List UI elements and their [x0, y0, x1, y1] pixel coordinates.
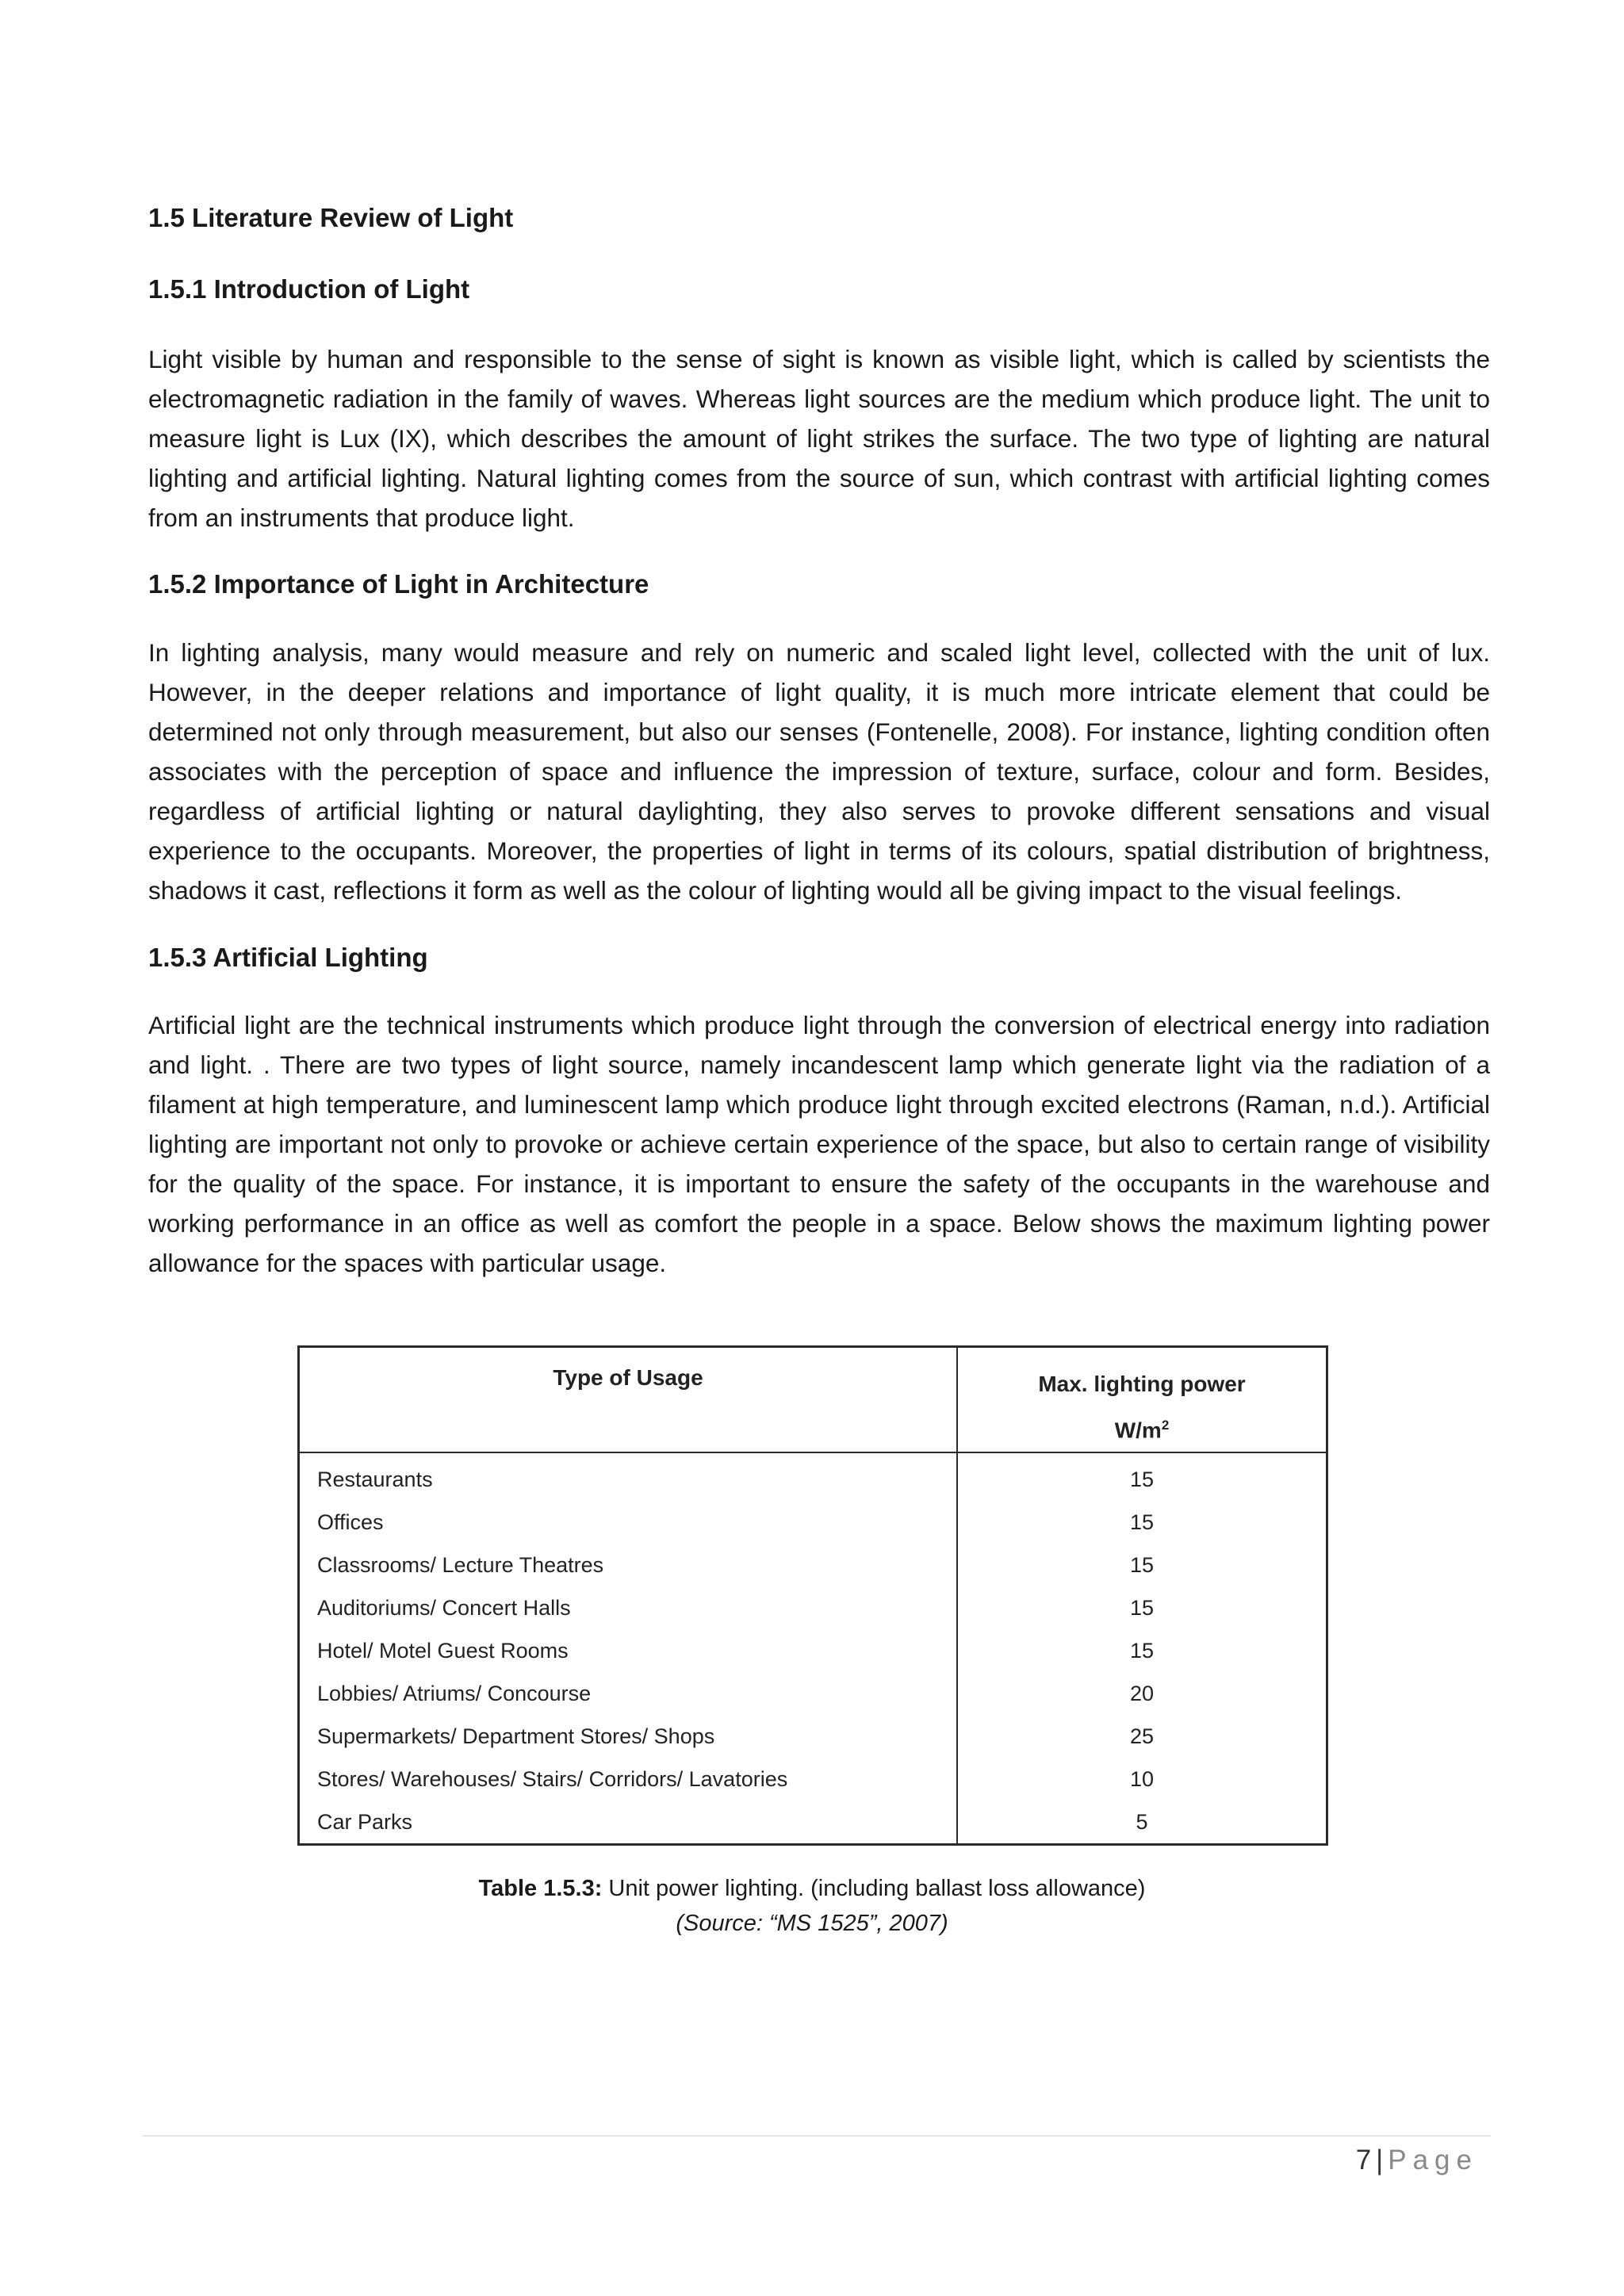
table-row — [299, 1800, 1327, 1845]
table-row — [299, 1501, 1327, 1544]
table-caption-text: Unit power lighting. (including ballast loss allowance) — [602, 1876, 1146, 1901]
power-cell: 25 — [1129, 1724, 1155, 1748]
header-power-unit-exponent: 2 — [1161, 1418, 1170, 1433]
page-number: 7 — [1355, 2145, 1372, 2175]
paragraph-introduction: Light visible by human and responsible to the sense of sight is known as visible light, which is called by scientists the electromagnetic radiation in the family of waves. Whereas light sources are the medium which produce light. The unit to measure light is Lux (IX), which describes the amount of light strikes the surface. The two type of lighting are natural lighting and artificial lighting. Natural lighting comes from the source of sun, which contrast with artificial lighting comes from an instruments that produce light. — [148, 345, 1490, 532]
usage-cell: Stores/ Warehouses/ Stairs/ Corridors/ Lavatories — [299, 1758, 958, 1800]
power-cell: 5 — [1136, 1809, 1148, 1834]
table-caption-label: Table 1.5.3: — [478, 1876, 603, 1901]
usage-cell: Auditoriums/ Concert Halls — [299, 1586, 958, 1629]
paragraph-importance: In lighting analysis, many would measure and rely on numeric and scaled light level, collected with the unit of lux. However, in the deeper relations and importance of light quality, it is much more intricate element that could be determined not only through measurement, but also our senses (Fontenelle, 2008). For instance, lighting condition often associates with the perception of space and influence the impression of texture, surface, colour and form. Besides, regardless of artificial lighting or natural daylighting, they also serves to provoke different sensations and visual experience to the occupants. Moreover, the properties of light in terms of its colours, spatial distribution of brightness, shadows it cast, reflections it form as well as the colour of lighting would all be giving impact to the visual feelings. — [148, 638, 1490, 905]
usage-cell: Classrooms/ Lecture Theatres — [299, 1544, 958, 1586]
section-heading-1-5-2: 1.5.2 Importance of Light in Architecture — [148, 569, 649, 599]
power-cell: 15 — [1129, 1510, 1155, 1534]
page-separator: | — [1376, 2145, 1384, 2175]
power-cell: 20 — [1129, 1681, 1155, 1705]
table-row — [299, 1452, 1327, 1501]
power-cell: 10 — [1129, 1766, 1155, 1791]
power-cell: 15 — [1129, 1467, 1155, 1491]
usage-cell: Lobbies/ Atriums/ Concourse — [299, 1672, 958, 1715]
table-row — [299, 1715, 1327, 1758]
lighting-power-table — [297, 1345, 1328, 1846]
usage-cell: Offices — [299, 1501, 958, 1544]
power-cell: 15 — [1129, 1595, 1155, 1620]
usage-cell: Supermarkets/ Department Stores/ Shops — [299, 1715, 958, 1758]
section-heading-1-5: 1.5 Literature Review of Light — [148, 203, 514, 232]
page-word: Page — [1388, 2145, 1478, 2175]
table-caption-source: (Source: “MS 1525”, 2007) — [676, 1911, 948, 1936]
usage-cell: Restaurants — [299, 1452, 958, 1501]
section-heading-1-5-3: 1.5.3 Artificial Lighting — [148, 943, 428, 972]
header-power-label: Max. lighting power — [1038, 1372, 1246, 1396]
header-type-of-usage: Type of Usage — [299, 1347, 958, 1453]
section-heading-1-5-1: 1.5.1 Introduction of Light — [148, 274, 470, 304]
usage-cell: Car Parks — [299, 1800, 958, 1845]
page-footer — [1356, 2141, 1478, 2180]
table-row — [299, 1672, 1327, 1715]
header-max-lighting-power — [957, 1347, 1327, 1453]
table-caption — [0, 1871, 1624, 1941]
power-cell: 15 — [1129, 1638, 1155, 1663]
table-header-row — [299, 1347, 1327, 1453]
table-row — [299, 1758, 1327, 1800]
table-row — [299, 1586, 1327, 1629]
table-row — [299, 1629, 1327, 1672]
usage-cell: Hotel/ Motel Guest Rooms — [299, 1629, 958, 1672]
table-row — [299, 1544, 1327, 1586]
header-power-unit: W/m — [1114, 1418, 1162, 1443]
power-cell: 15 — [1129, 1552, 1155, 1577]
paragraph-artificial-lighting: Artificial light are the technical instruments which produce light through the conversion of electrical energy into radiation and light. . There are two types of light source, namely incandescent lamp which generate light via the radiation of a filament at high temperature, and luminescent lamp which produce light through excited electrons (Raman, n.d.). Artificial lighting are important not only to provoke or achieve certain experience of the space, but also to certain range of visibility for the quality of the space. For instance, it is important to ensure the safety of the occupants in the warehouse and working performance in an office as well as comfort the people in a space. Below shows the maximum lighting power allowance for the spaces with particular usage. — [148, 1011, 1490, 1277]
footer-divider — [143, 2135, 1491, 2137]
